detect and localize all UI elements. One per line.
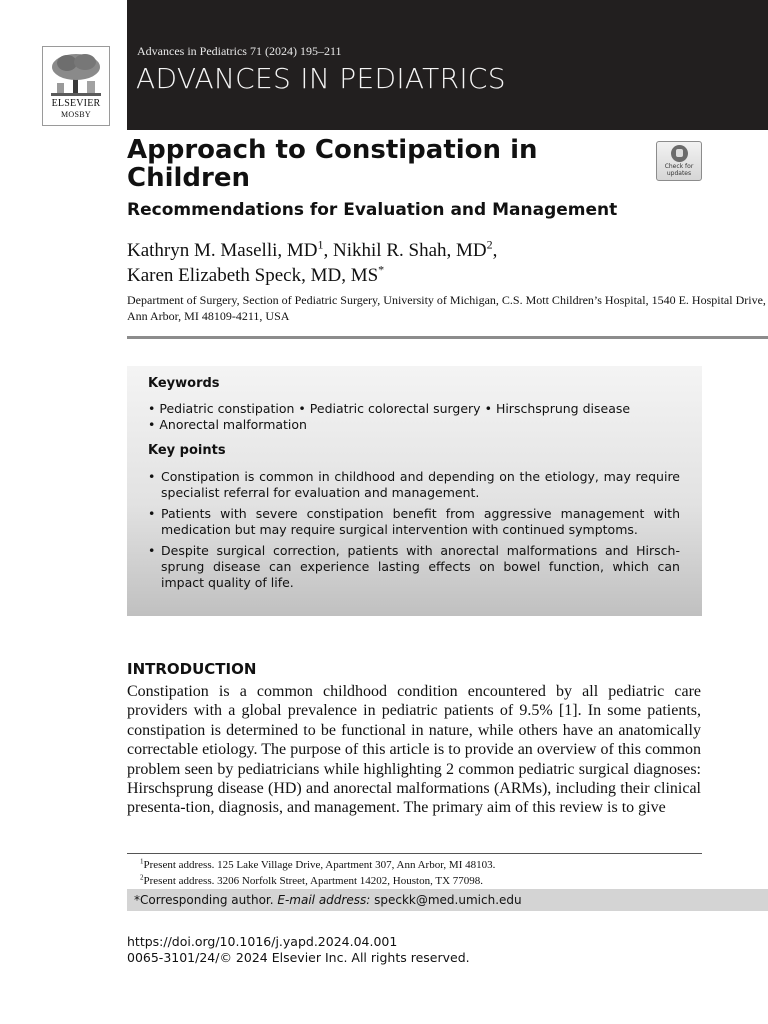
article-title <box>127 136 627 192</box>
keyword-item: Hirschsprung disease <box>495 401 631 416</box>
footnote-text: Present address. 3206 Norfolk Street, Apartment 14202, Houston, TX 77098. <box>143 875 484 887</box>
introduction-heading: INTRODUCTION <box>127 660 257 678</box>
footnote-text: Present address. 125 Lake Village Drive, Apartment 307, Ann Arbor, MI 48103. <box>143 859 496 871</box>
journal-citation: Advances in Pediatrics 71 (2024) 195–211 <box>137 44 342 58</box>
article-subtitle: Recommendations for Evaluation and Management <box>127 200 618 220</box>
author-marker: 2 <box>486 237 493 252</box>
footnote-marker: 2 <box>140 873 144 882</box>
footnotes <box>140 857 700 889</box>
footnote-item <box>140 857 700 873</box>
key-point-item: • Patients with severe constipation benefit from aggressive management with medication but may require surgical intervention with continued symptoms. <box>148 506 680 538</box>
doi-link[interactable]: https://doi.org/10.1016/j.yapd.2024.04.001 <box>127 934 398 949</box>
keywords-keypoints-box <box>127 366 702 616</box>
publisher-imprint: MOSBY <box>61 110 91 119</box>
corresponding-author-label: *Corresponding author. <box>134 893 274 907</box>
journal-title: ADVANCES IN PEDIATRICS <box>136 62 506 95</box>
author-name: Kathryn M. Maselli, MD <box>127 240 318 261</box>
keyword-item: Anorectal malformation <box>159 417 307 432</box>
header-divider <box>127 336 768 339</box>
author-name: Karen Elizabeth Speck, MD, MS <box>127 265 379 286</box>
keyword-bullet: • <box>298 401 310 416</box>
elsevier-tree-logo-icon <box>49 51 103 97</box>
author-list: Kathryn M. Maselli, $MD^1$, Nikhil R. Shah, $MD^2$, Karen Elizabeth Speck, MD, MS* <box>127 237 498 286</box>
article-footer <box>127 934 687 966</box>
key-points-list <box>148 469 680 596</box>
footnote-divider <box>127 853 702 854</box>
author-affiliation: Department of Surgery, Section of Pediatric Surgery, University of Michigan, C.S. Mott Children’s Hospital, 1540 E. Hospital Drive, Ann Arbor, MI 48109-4211, USA <box>127 293 766 323</box>
publisher-name: ELSEVIER <box>51 98 101 109</box>
corresponding-email-link[interactable]: speckk@med.umich.edu <box>374 893 522 907</box>
keyword-bullet: • <box>484 401 496 416</box>
keyword-item: Pediatric constipation <box>159 401 295 416</box>
key-points-heading: Key points <box>148 443 226 458</box>
author-name: Nikhil R. Shah, MD <box>333 240 487 261</box>
footnote-marker: 1 <box>140 857 144 866</box>
copyright-notice: 0065-3101/24/© 2024 Elsevier Inc. All rights reserved. <box>127 950 470 965</box>
check-for-updates-button[interactable] <box>656 141 702 181</box>
keywords-list <box>148 401 688 433</box>
keyword-bullet: • <box>148 417 160 432</box>
keywords-heading: Keywords <box>148 376 220 391</box>
corresponding-author-bar <box>127 889 768 911</box>
article-title-line-1: Approach to Constipation in <box>127 135 538 165</box>
article-title-line-2: Children <box>127 163 250 193</box>
crossmark-icon <box>671 145 688 162</box>
keyword-item: Pediatric colorectal surgery <box>309 401 481 416</box>
check-for-updates-label: Check for updates <box>664 163 694 177</box>
publisher-logo <box>42 46 110 126</box>
author-marker: 1 <box>317 237 324 252</box>
footnote-item <box>140 873 700 889</box>
journal-masthead <box>127 0 768 130</box>
key-point-item: • Despite surgical correction, patients with anorectal malformations and Hirsch-sprung disease can experience lasting effects on bowel function, which can impact quality of life. <box>148 543 680 591</box>
keyword-bullet: • <box>148 401 160 416</box>
author-marker: * <box>378 262 385 277</box>
key-point-item: • Constipation is common in childhood and depending on the etiology, may require specialist referral for evaluation and management. <box>148 469 680 501</box>
introduction-paragraph: Constipation is a common childhood condition encountered by all pediatric care providers with a global prevalence in pediatric patients of 9.5% [1]. In some patients, constipation is determined to be functional in nature, while others have an anatomically correctable etiology. The purpose of this article is to provide an overview of this common problem seen by pediatricians while highlighting 2 common pediatric surgical diagnoses: Hirschsprung disease (HD) and anorectal malformations (ARMs), including their clinical presenta-tion, diagnosis, and management. The primary aim of this review is to give <box>127 683 701 817</box>
email-label: E-mail address: <box>277 893 371 907</box>
